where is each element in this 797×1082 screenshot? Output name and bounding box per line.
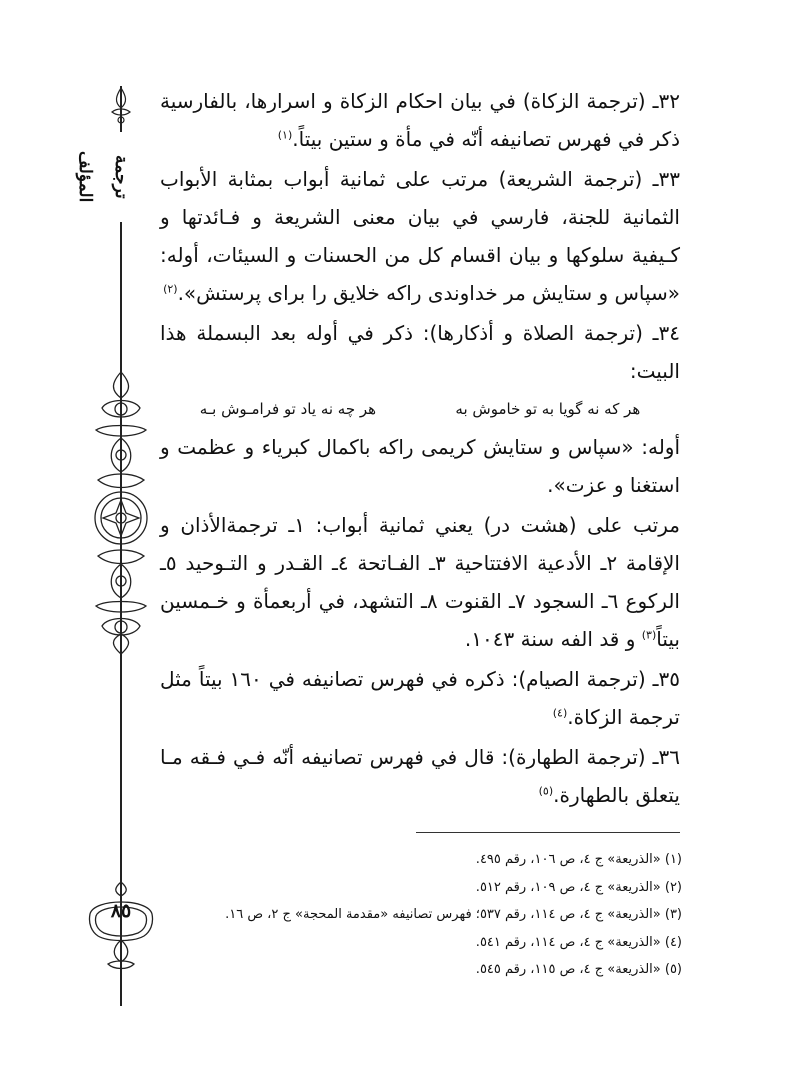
page-number: ٨٥ — [110, 900, 132, 922]
entry-34-chapters — [160, 506, 680, 658]
footnote-5: (٥) «الذريعة» ج ٤، ص ١١٥، رقم ٥٤٥. — [475, 962, 682, 977]
entry-34-opening-text: أوله: «سپاس و ستايش كريمى راكه باكمال كبرياء و عظمت و استغنا و عزت». — [160, 435, 680, 497]
footnote-2: (٢) «الذريعة» ج ٤، ص ١٠٩، رقم ٥١٢. — [475, 879, 682, 895]
entry-35-text: ٣٥ـ (ترجمة الصيام): ذكره في فهرس تصانيفه في ١٦٠ بيتاً مثل ترجمة الزكاة. — [160, 667, 680, 729]
page-number-cartouche-icon — [84, 880, 158, 978]
footnote-ref-2[interactable]: (٢) — [163, 282, 178, 296]
entry-33-text: ٣٣ـ (ترجمة الشريعة) مرتب على ثمانية أبواب بمثابة الأبواب الثمانية للجنة، فارسي في بيان معنى الشريعة و فـائدتها و كـيفية سلوكها و بيان اقسام كل من الحسنات و السيئات، أوله: «سپاس و ستايش مر خداوندى راكه خلايق را براى پرستش». — [160, 167, 680, 305]
footnote-ref-3[interactable]: (٣) — [641, 628, 657, 642]
poem-verse — [160, 394, 680, 424]
main-text-block — [160, 82, 680, 816]
entry-33 — [160, 160, 680, 312]
verse-hemistich-right: هر كه نه گويا به تو خاموش به — [455, 400, 641, 418]
footnote-ref-1[interactable]: (١) — [277, 128, 293, 142]
running-head: ترجمة المؤلف — [103, 132, 139, 222]
entry-36-text: ٣٦ـ (ترجمة الطهارة): قال في فهرس تصانيفه أنّه فـي فـقه مـا يتعلق بالطهارة. — [160, 745, 680, 807]
footnote-ref-5[interactable]: (٥) — [538, 784, 554, 798]
footnotes-block — [160, 846, 682, 984]
footnote-separator — [416, 832, 680, 833]
entry-34 — [160, 314, 680, 390]
entry-34-date-text: و قد الفه سنة ١٠٤٣. — [464, 627, 642, 651]
entry-32-text: ٣٢ـ (ترجمة الزكاة) في بيان احكام الزكاة و اسرارها، بالفارسية ذكر في فهرس تصانيفه أنّه في مأة و ستين بيتاً. — [160, 89, 680, 151]
entry-36 — [160, 738, 680, 814]
entry-35 — [160, 660, 680, 736]
footnote-4: (٤) «الذريعة» ج ٤، ص ١١٤، رقم ٥٤١. — [475, 934, 682, 950]
verse-hemistich-left: هر چه نه ياد تو فرامـوش بـه — [199, 400, 377, 418]
footnote-ref-4[interactable]: (٤) — [552, 706, 568, 720]
entry-34-chapters-text: مرتب على (هشت در) يعني ثمانية أبواب: ١ـ ترجمةالأذان و الإقامة ٢ـ الأدعية الافتتاحية ٣ـ الفـاتحة ٤ـ القـدر و التـوحيد ٥ـ الركوع ٦ـ السجود ٧ـ القنوت ٨ـ التشهد، في أربعمأة و خـمسين بيتاً — [160, 513, 680, 651]
entry-34-opening — [160, 428, 680, 504]
ornament-finial-icon — [108, 86, 134, 132]
entry-34-text: ٣٤ـ (ترجمة الصلاة و أذكارها): ذكر في أوله بعد البسملة هذا البيت: — [160, 321, 680, 383]
entry-32 — [160, 82, 680, 158]
arabesque-ornament-icon — [88, 368, 154, 658]
footnote-1: (١) «الذريعة» ج ٤، ص ١٠٦، رقم ٤٩٥. — [475, 852, 682, 867]
footnote-3: (٣) «الذريعة» ج ٤، ص ١١٤، رقم ٥٣٧؛ فهرس تصانيفه «مقدمة المحجة» ج ٢، ص ١٦. — [225, 907, 682, 922]
